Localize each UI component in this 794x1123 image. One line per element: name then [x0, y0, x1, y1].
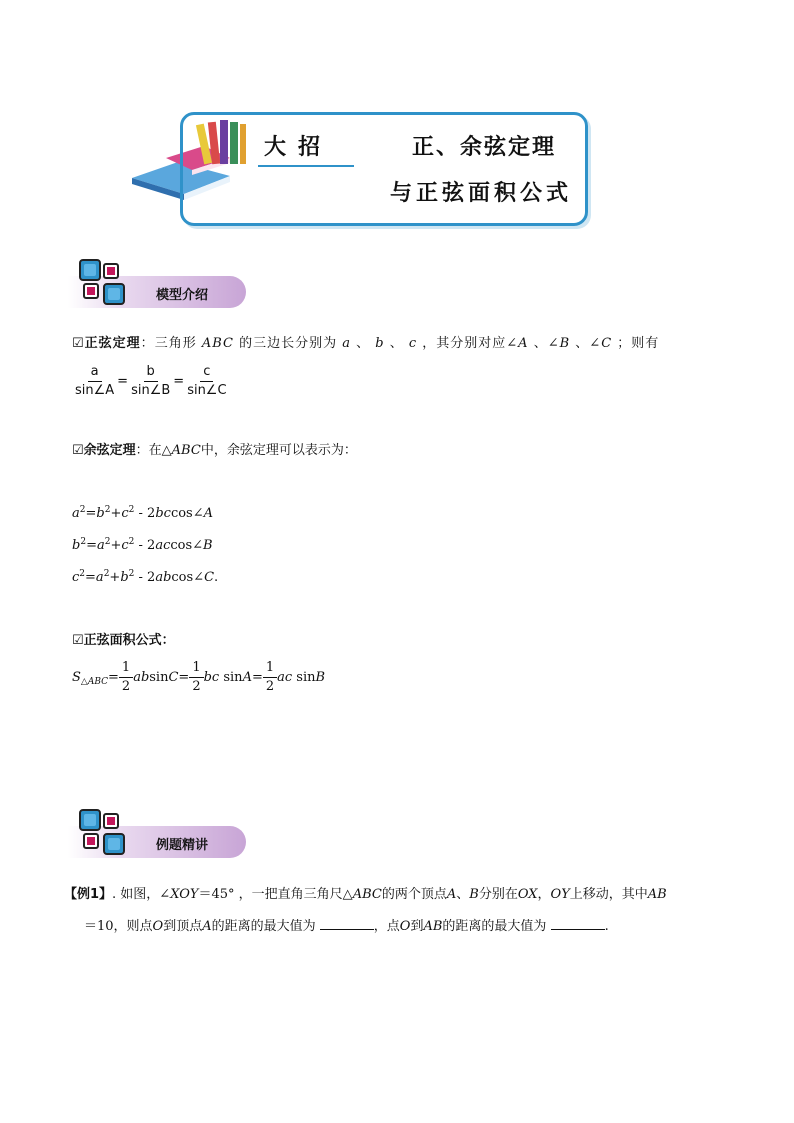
- banner-title-line1: 正、余弦定理: [412, 135, 557, 160]
- area-formula-label: 正弦面积公式: [83, 633, 162, 648]
- sine-law-label: 正弦定理: [84, 336, 141, 351]
- cos-law-eq2: $b^2=a^2+c^2$ - 2accos∠B: [72, 537, 213, 553]
- sine-law-formula: $\frac{a}{\sin\angle A}$ = $\frac{b}{\sin\angle B}$ = $\frac{c}{\sin\angle C}$: [72, 364, 230, 399]
- example1-tag: 【例1】: [64, 887, 113, 902]
- fraction-one-half: $\frac{1}{2}$: [263, 660, 277, 695]
- cos-law-eq3: $c^2=a^2+b^2$ - 2abcos∠C.: [72, 569, 219, 585]
- fraction-one-half: $\frac{1}{2}$: [189, 660, 203, 695]
- checkbox-icon: ☑: [72, 633, 84, 648]
- fraction-one-half: $\frac{1}{2}$: [119, 660, 133, 695]
- squares-icon: [78, 808, 126, 856]
- banner-title-line2: 与正弦面积公式: [390, 181, 573, 206]
- section-title-examples: 例题精讲: [156, 838, 209, 853]
- cos-law-line: ☑余弦定理：在△ABC中，余弦定理可以表示为：: [72, 443, 357, 458]
- banner-tag: 大招: [264, 135, 333, 160]
- fraction-c-sinC: $\frac{c}{\sin\angle C}$: [187, 364, 227, 398]
- area-formula: $S_{\triangle ABC}=$ $\frac{1}{2}$ absinC= $\frac{1}{2}$ bc sinA= $\frac{1}{2}$ ac sinB: [72, 660, 326, 694]
- answer-blank-1[interactable]: [320, 917, 374, 930]
- cos-law-label: 余弦定理: [83, 443, 136, 458]
- squares-icon: [78, 258, 126, 306]
- example1-line2: ＝10，则点O到顶点A的距离的最大值为 ，点O到AB的距离的最大值为 .: [84, 919, 609, 934]
- answer-blank-2[interactable]: [551, 917, 605, 930]
- checkbox-icon: ☑: [72, 336, 85, 351]
- section-title-model-intro: 模型介绍: [156, 288, 209, 303]
- banner-divider: [258, 165, 354, 167]
- fraction-a-sinA: $\frac{a}{\sin\angle A}$: [75, 364, 115, 398]
- fraction-b-sinB: $\frac{b}{\sin\angle B}$: [131, 364, 171, 398]
- example1-line1: 【例1】. 如图，∠XOY＝45° ，一把直角三角尺△ABC的两个顶点A、B分别在OX，OY上移动，其中AB: [64, 887, 667, 902]
- cos-law-eq1: $a^2=b^2+c^2$ - 2bccos∠A: [72, 505, 213, 521]
- area-formula-heading: ☑正弦面积公式：: [72, 633, 175, 648]
- sine-law-line: ☑正弦定理：三角形 ABC 的三边长分别为 a 、 b 、 c ，其分别对应∠A 、∠B 、∠C ；则有: [72, 336, 660, 351]
- checkbox-icon: ☑: [72, 443, 84, 458]
